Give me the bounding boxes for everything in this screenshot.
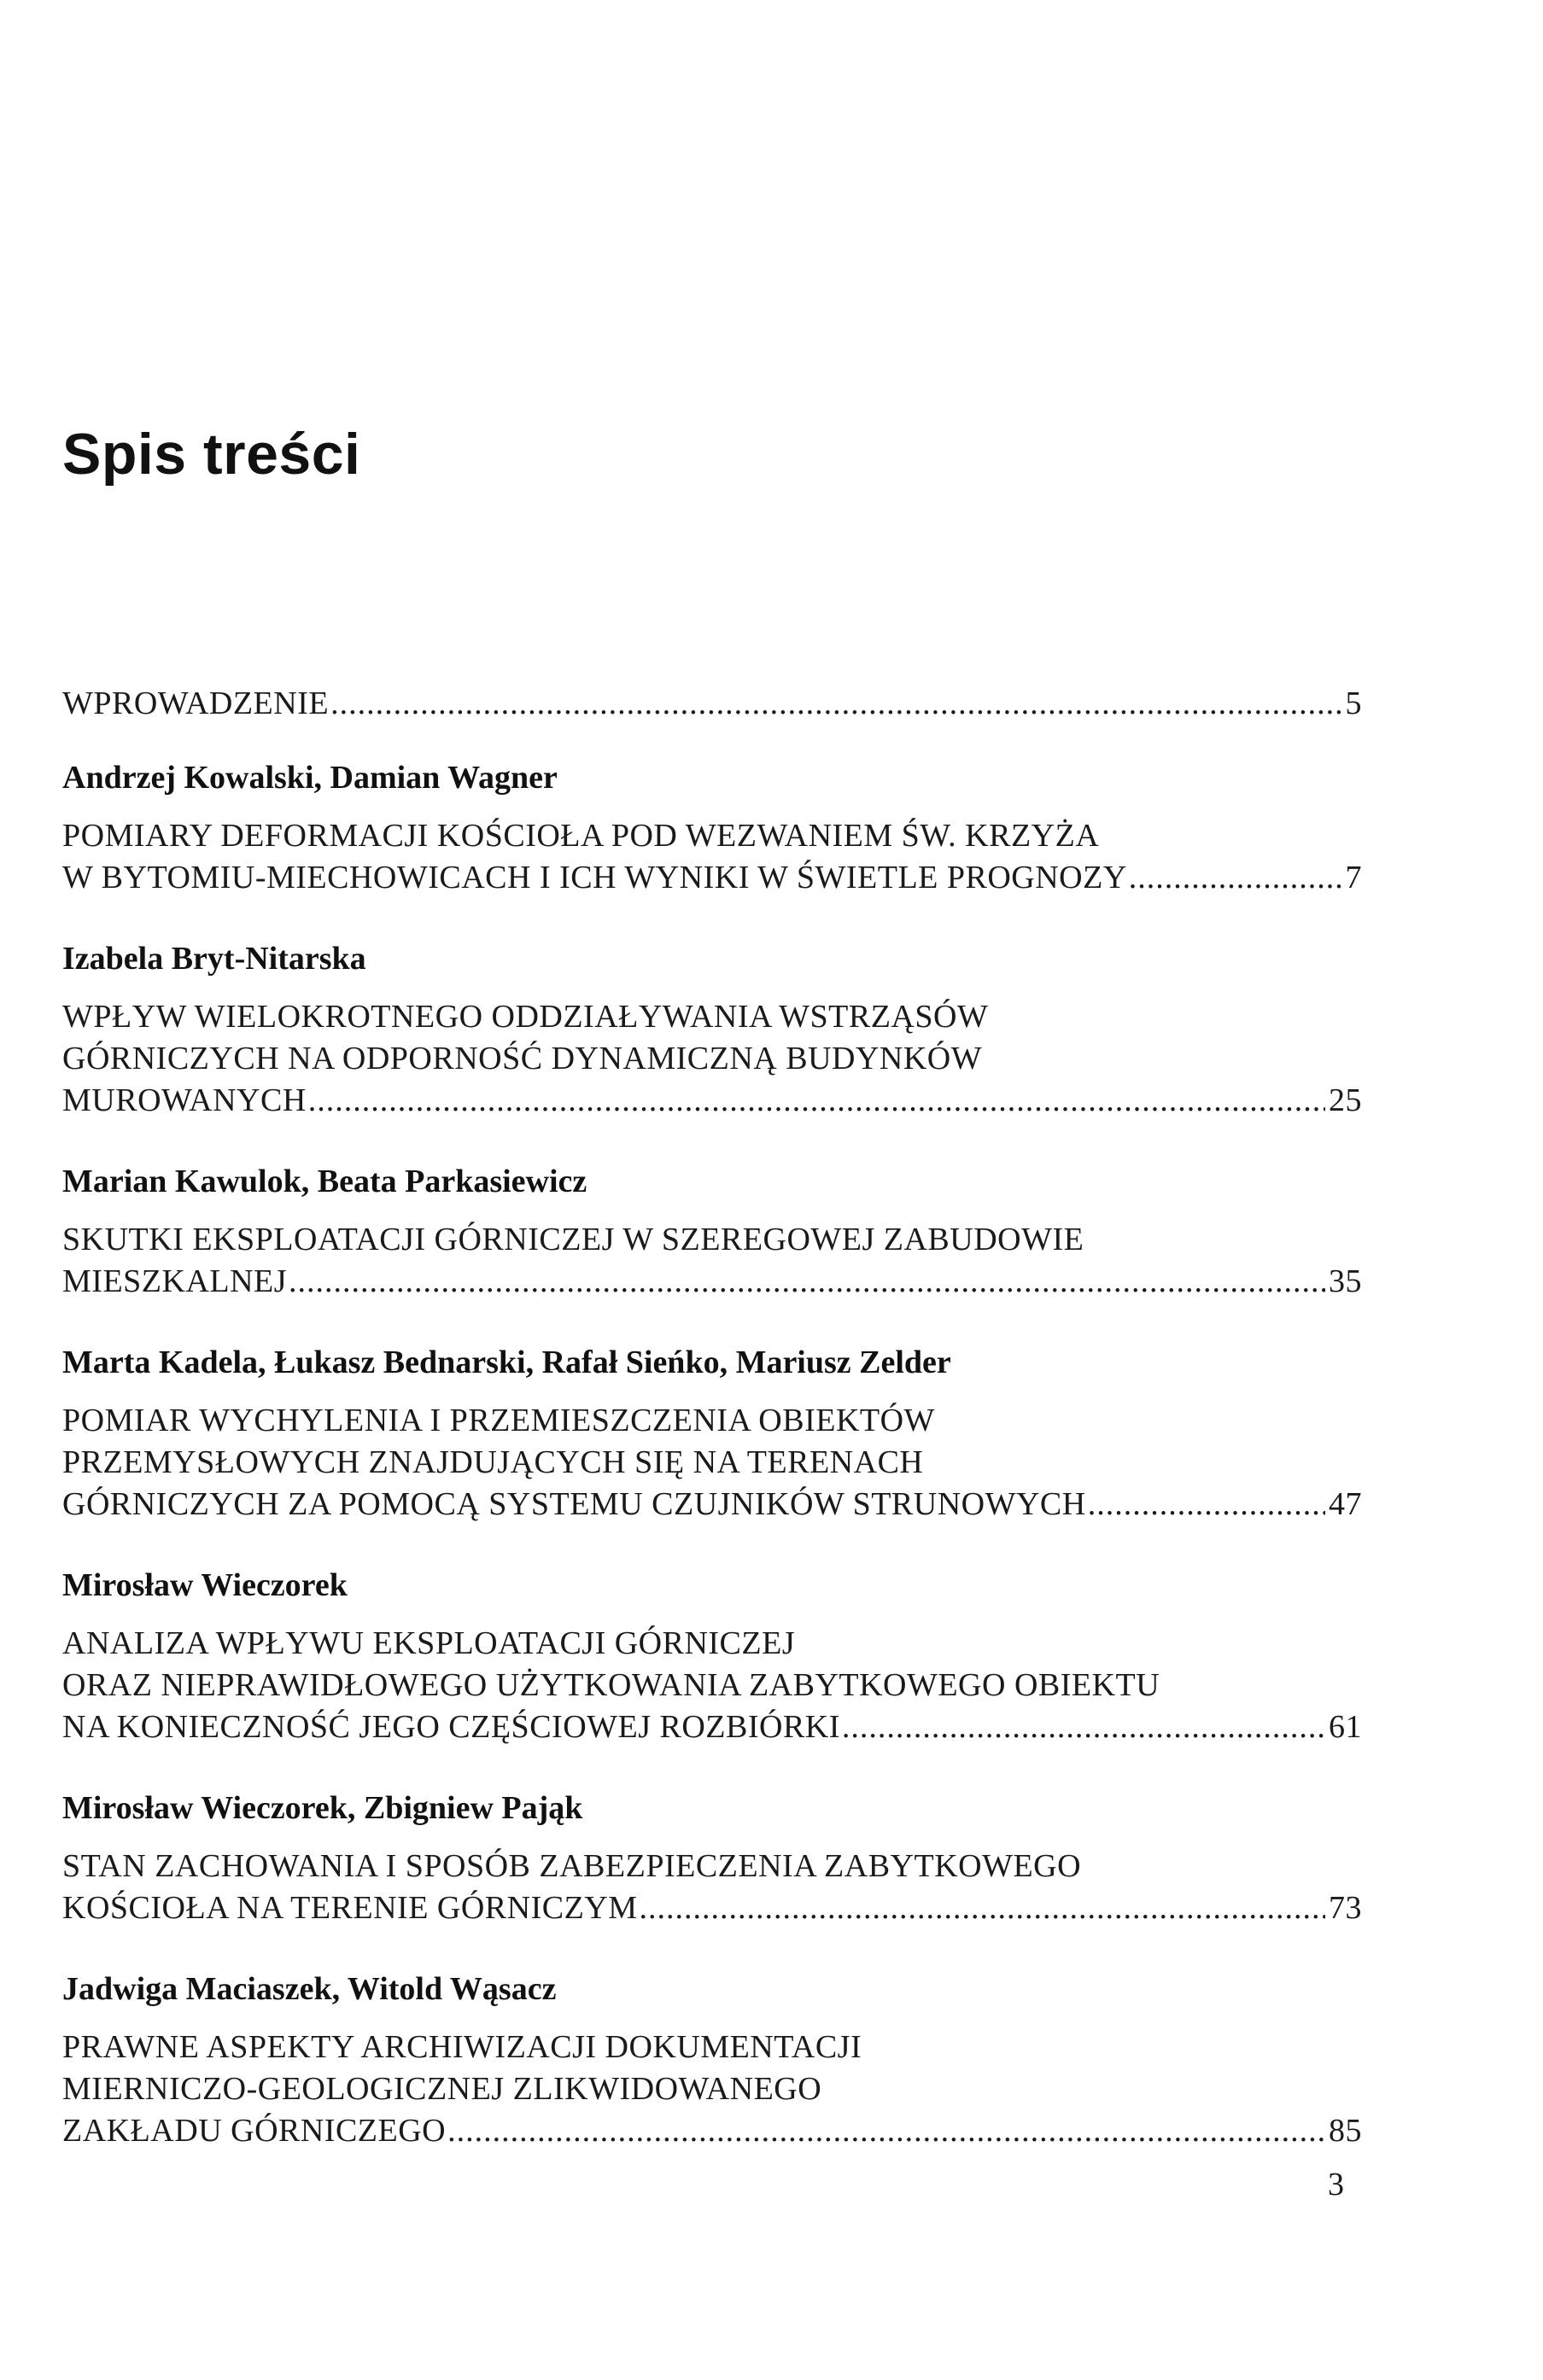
page-title: Spis treści [62, 422, 361, 487]
toc-authors: Mirosław Wieczorek [62, 1567, 348, 1603]
toc-title-line: PRZEMYSŁOWYCH ZNAJDUJĄCYCH SIĘ NA TERENACH [62, 1444, 924, 1480]
toc-authors: Marian Kawulok, Beata Parkasiewicz [62, 1164, 587, 1199]
toc-entry[interactable] [62, 755, 1362, 899]
dot-leader [330, 683, 1341, 725]
toc-title-line: GÓRNICZYCH ZA POMOCĄ SYSTEMU CZUJNIKÓW STRUNOWYCH ..... 47 [62, 1484, 1362, 1525]
toc-entry[interactable] [62, 1159, 1362, 1303]
dot-leader [640, 1887, 1325, 1929]
toc-title-line: MUROWANYCH ..... 25 [62, 1080, 1362, 1122]
toc-entry[interactable] [62, 1340, 1362, 1525]
toc-title-line: MIERNICZO-GEOLOGICZNEJ ZLIKWIDOWANEGO [62, 2071, 822, 2107]
toc-entry[interactable] [62, 1786, 1362, 1929]
toc-page-number: 7 [1345, 860, 1362, 895]
toc-page-number: 61 [1329, 1709, 1362, 1745]
dot-leader [1129, 857, 1342, 899]
folio-page-number: 3 [1328, 2167, 1344, 2202]
toc-entry[interactable] [62, 683, 1362, 725]
toc-title-line: ANALIZA WPŁYWU EKSPLOATACJI GÓRNICZEJ [62, 1625, 796, 1661]
toc-page-number: 25 [1329, 1082, 1362, 1118]
toc-entry[interactable] [62, 1563, 1362, 1748]
toc-entry[interactable] [62, 1967, 1362, 2152]
toc-authors: Andrzej Kowalski, Damian Wagner [62, 760, 558, 796]
toc-title-line: NA KONIECZNOŚĆ JEGO CZĘŚCIOWEJ ROZBIÓRKI ..... 61 [62, 1706, 1362, 1748]
toc-title-line: PRAWNE ASPEKTY ARCHIWIZACJI DOKUMENTACJI [62, 2029, 862, 2065]
toc-title-line: SKUTKI EKSPLOATACJI GÓRNICZEJ W SZEREGOWEJ ZABUDOWIE [62, 1222, 1084, 1257]
dot-leader [1088, 1484, 1325, 1525]
toc-page-number: 35 [1329, 1263, 1362, 1299]
toc-authors: Jadwiga Maciaszek, Witold Wąsacz [62, 1971, 557, 2007]
toc-title-line: STAN ZACHOWANIA I SPOSÓB ZABEZPIECZENIA ZABYTKOWEGO [62, 1848, 1082, 1884]
toc-title-line: KOŚCIOŁA NA TERENIE GÓRNICZYM ..... 73 [62, 1887, 1362, 1929]
toc-title-line: POMIAR WYCHYLENIA I PRZEMIESZCZENIA OBIEKTÓW [62, 1403, 935, 1438]
toc-page-number: 85 [1329, 2113, 1362, 2149]
toc-title-line: ZAKŁADU GÓRNICZEGO ..... 85 [62, 2110, 1362, 2152]
toc-title-line: WPŁYW WIELOKROTNEGO ODDZIAŁYWANIA WSTRZĄSÓW [62, 999, 989, 1035]
toc-title-line: POMIARY DEFORMACJI KOŚCIOŁA POD WEZWANIEM ŚW. KRZYŻA [62, 818, 1100, 854]
toc-page-number: 47 [1329, 1486, 1362, 1522]
toc-page-number: 73 [1329, 1890, 1362, 1926]
table-of-contents [62, 683, 1362, 2152]
toc-page-number: 5 [1345, 685, 1362, 721]
toc-authors: Mirosław Wieczorek, Zbigniew Pająk [62, 1790, 583, 1826]
dot-leader [842, 1706, 1325, 1748]
toc-title-line: MIESZKALNEJ ..... 35 [62, 1261, 1362, 1303]
dot-leader [447, 2110, 1325, 2152]
toc-authors: Marta Kadela, Łukasz Bednarski, Rafał Sieńko, Mariusz Zelder [62, 1345, 951, 1380]
toc-title-line: GÓRNICZYCH NA ODPORNOŚĆ DYNAMICZNĄ BUDYNKÓW [62, 1041, 983, 1076]
toc-title-line: W BYTOMIU-MIECHOWICACH I ICH WYNIKI W ŚWIETLE PROGNOZY ..... 7 [62, 857, 1362, 899]
toc-authors: Izabela Bryt-Nitarska [62, 941, 366, 977]
dot-leader [308, 1080, 1325, 1122]
dot-leader [289, 1261, 1325, 1303]
toc-entry[interactable] [62, 936, 1362, 1122]
toc-title-line: WPROWADZENIE ..... 5 [62, 683, 1362, 725]
toc-title-line: ORAZ NIEPRAWIDŁOWEGO UŻYTKOWANIA ZABYTKOWEGO OBIEKTU [62, 1667, 1160, 1703]
